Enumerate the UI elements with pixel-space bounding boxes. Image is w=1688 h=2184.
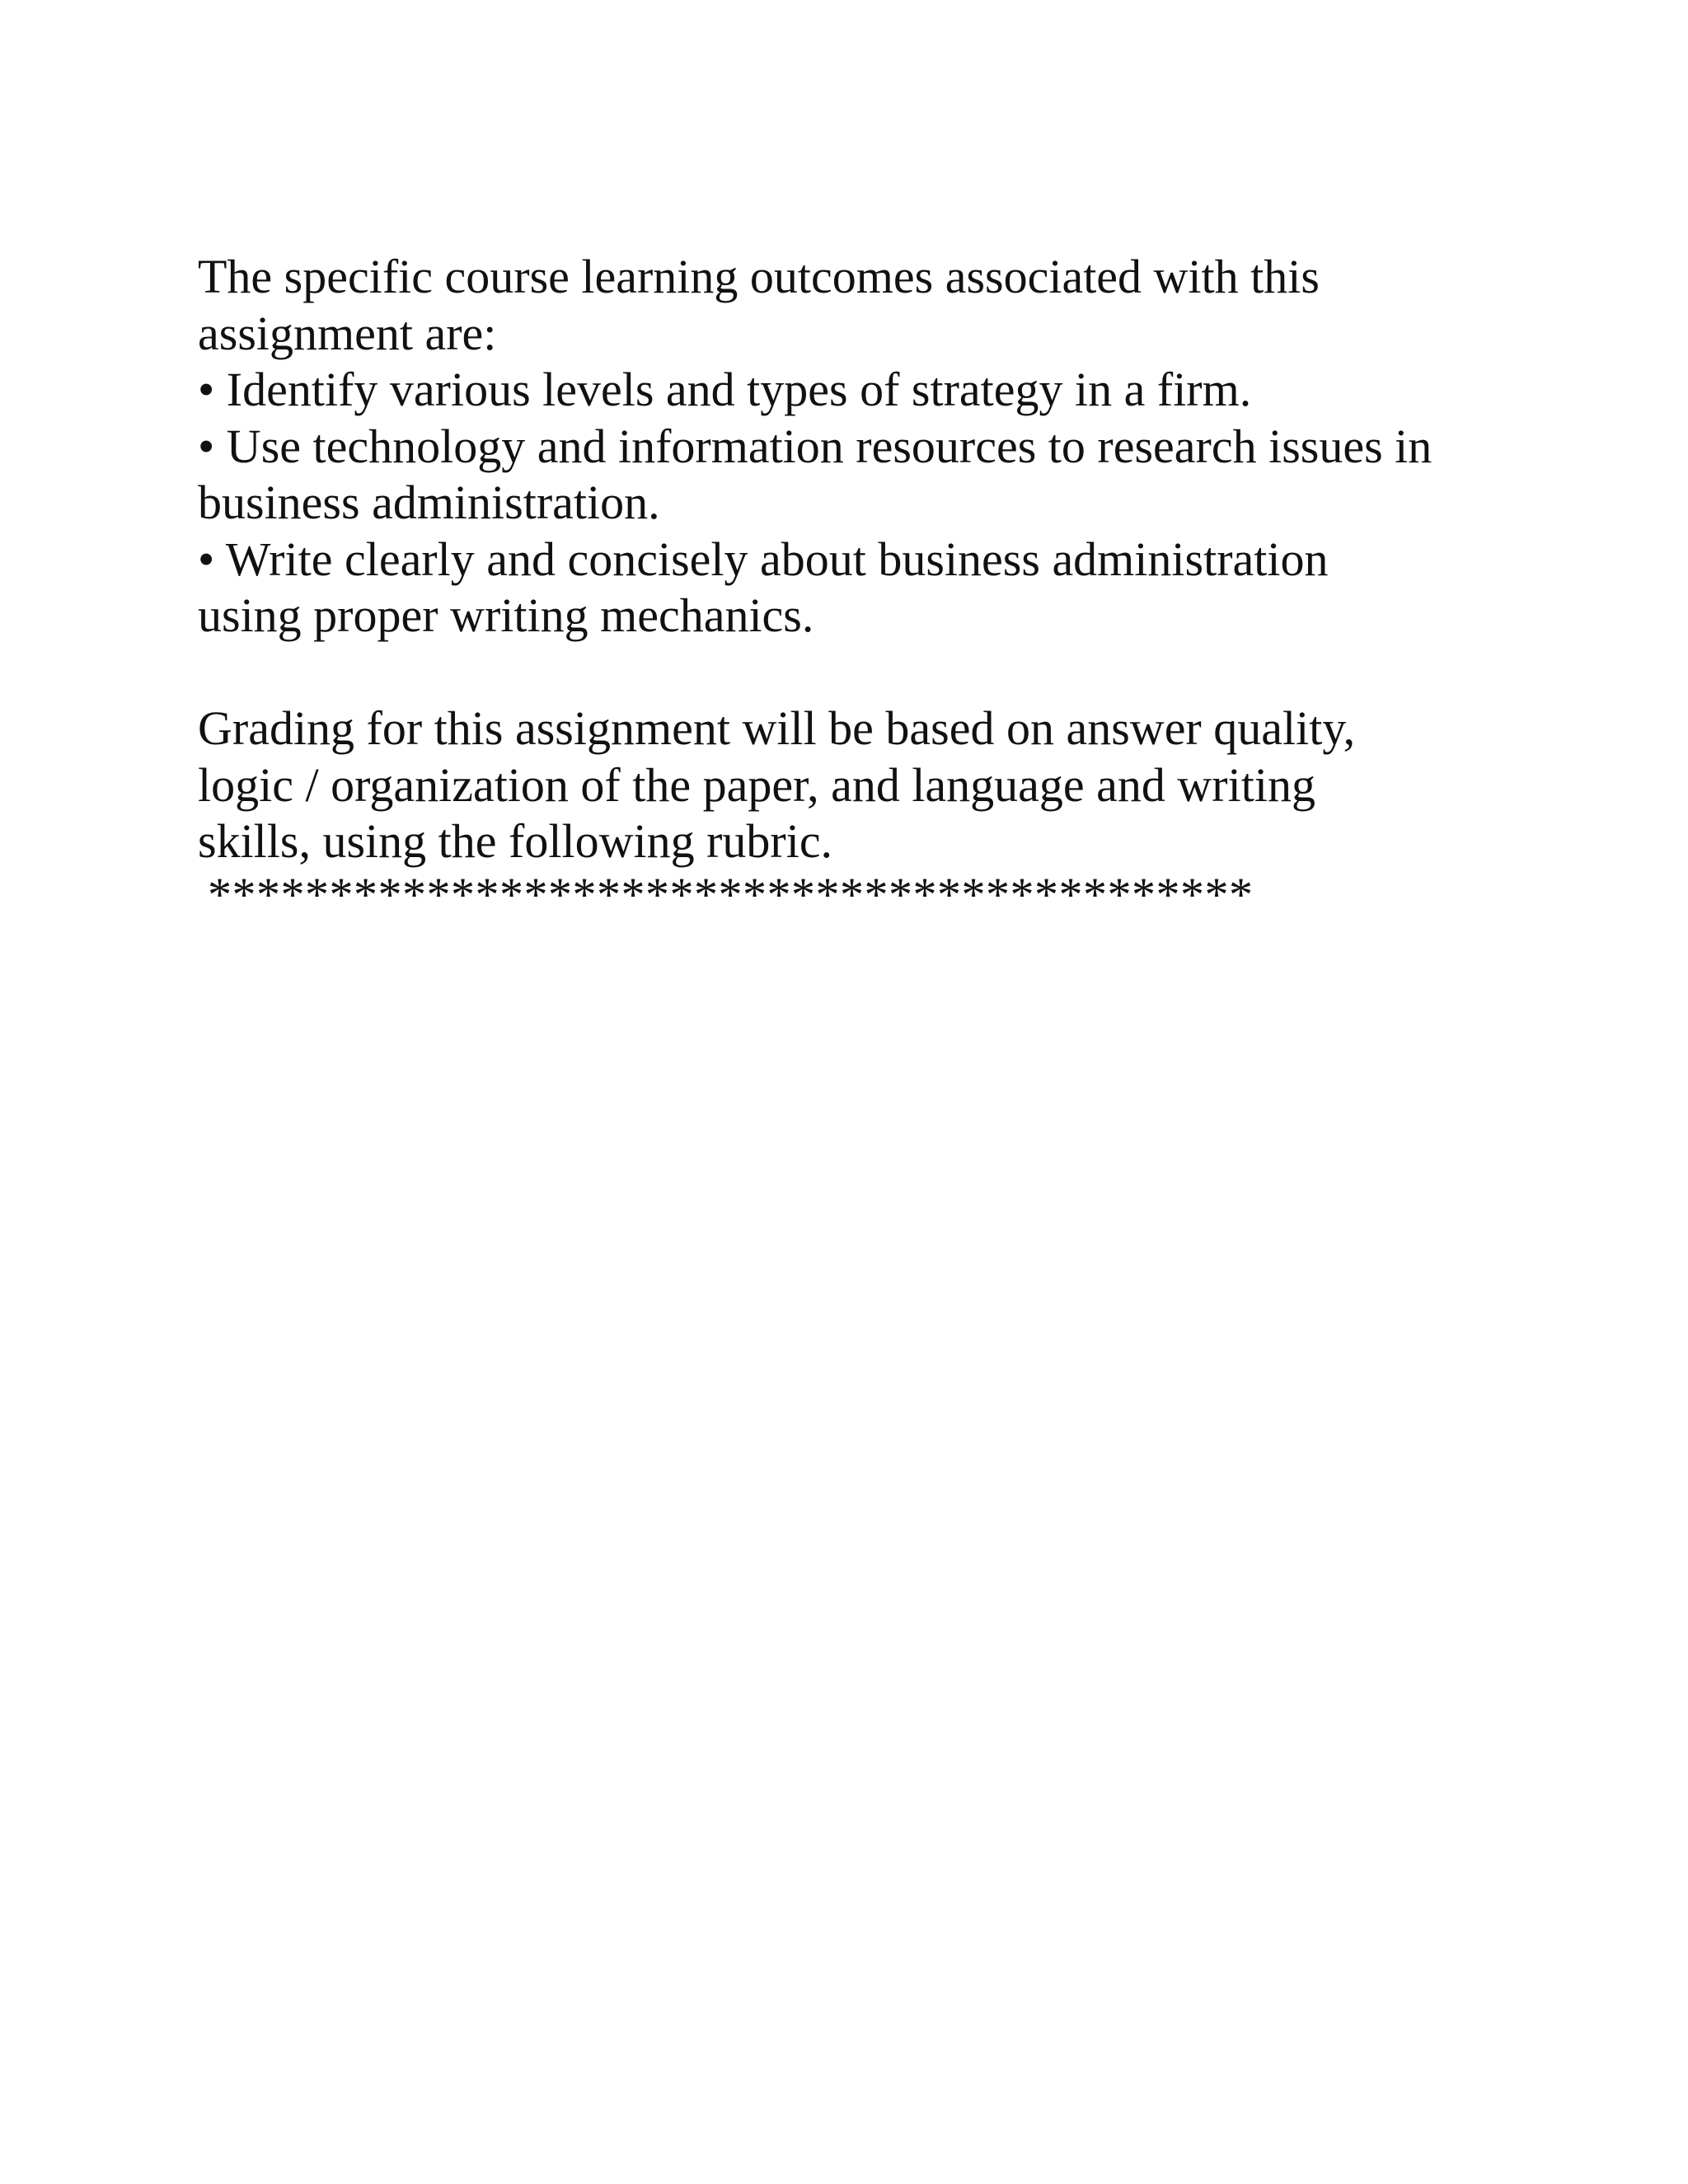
- outcome-2-line-2: business administration.: [198, 476, 660, 529]
- intro-line-1: The specific course learning outcomes associated with this: [198, 250, 1320, 303]
- grading-line-1: Grading for this assignment will be based on answer quality,: [198, 701, 1356, 755]
- grading-line-2: logic / organization of the paper, and language and writing: [198, 757, 1315, 812]
- paragraph-gap: [198, 644, 1517, 701]
- outcome-2-line-1: • Use technology and information resources to research issues in: [198, 419, 1432, 473]
- intro-line-2: assignment are:: [198, 306, 497, 360]
- outcome-1-line-1: • Identify various levels and types of strategy in a firm.: [198, 363, 1252, 416]
- outcome-3-line-1: • Write clearly and concisely about business administration: [198, 532, 1329, 586]
- grading-line-3: skills, using the following rubric.: [198, 814, 833, 868]
- asterisk-separator: *******************************************: [208, 867, 1254, 921]
- document-body: [198, 249, 1517, 923]
- outcome-3-line-2: using proper writing mechanics.: [198, 588, 814, 642]
